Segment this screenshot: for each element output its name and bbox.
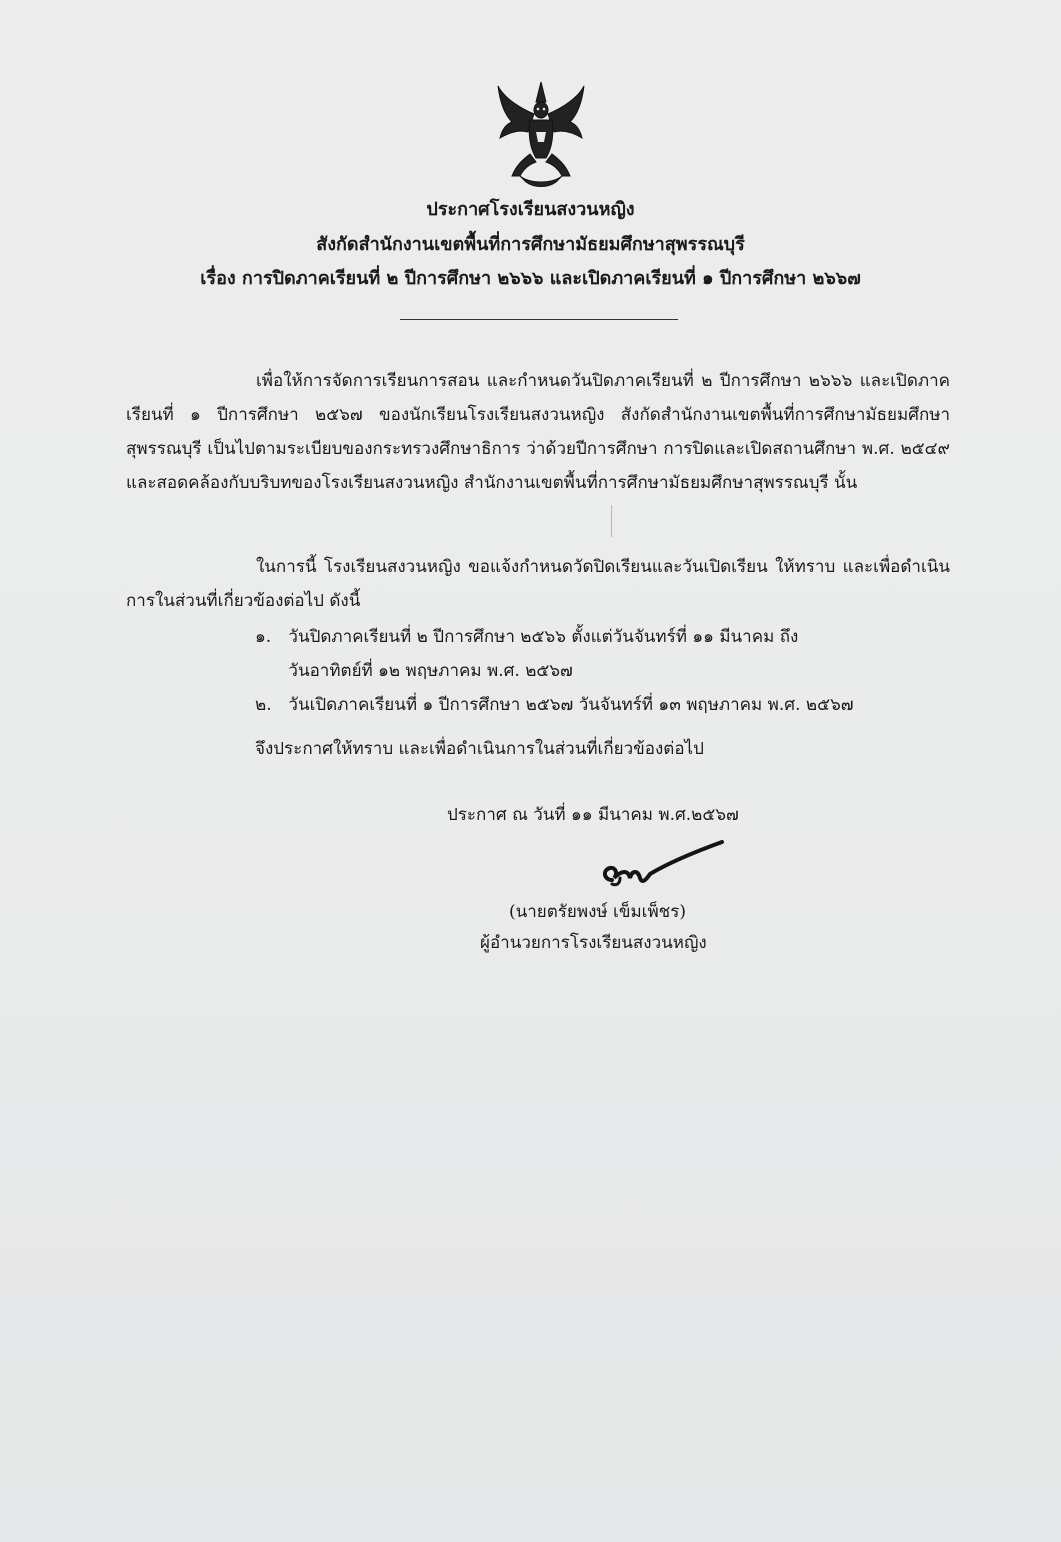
announcement-date: ประกาศ ณ วันที่ ๑๑ มีนาคม พ.ศ.๒๕๖๗ — [447, 805, 739, 825]
list-item-text-continued: วันอาทิตย์ที่ ๑๒ พฤษภาคม พ.ศ. ๒๕๖๗ — [288, 661, 573, 681]
list-item-number: ๑. — [255, 627, 272, 647]
body-paragraph-2: ในการนี้ โรงเรียนสงวนหญิง ขอแจ้งกำหนดวัดปิดเรียนและวันเปิดเรียน ให้ทราบ และเพื่อดำเนินการในส่วนที่เกี่ยวข้องต่อไป ดังนี้ — [126, 557, 950, 611]
list-item-text: วันเปิดภาคเรียนที่ ๑ ปีการศึกษา ๒๕๖๗ วันจันทร์ที่ ๑๓ พฤษภาคม พ.ศ. ๒๕๖๗ — [288, 695, 854, 715]
paper-crease-mark — [611, 505, 612, 537]
affiliation-line: สังกัดสำนักงานเขตพื้นที่การศึกษามัธยมศึกษาสุพรรณบุรี — [316, 234, 745, 255]
list-item-text: วันปิดภาคเรียนที่ ๒ ปีการศึกษา ๒๕๖๖ ตั้งแต่วันจันทร์ที่ ๑๑ มีนาคม ถึง — [288, 627, 799, 647]
subject-line: เรื่อง การปิดภาคเรียนที่ ๒ ปีการศึกษา ๒๖๖๖ และเปิดภาคเรียนที่ ๑ ปีการศึกษา ๒๖๖๗ — [200, 268, 861, 289]
list-item — [255, 620, 955, 688]
signer-name: (นายตรัยพงษ์ เข็มเพ็ชร) — [509, 902, 686, 922]
signer-position: ผู้อำนวยการโรงเรียนสงวนหญิง — [480, 933, 707, 953]
body-paragraph-1: เพื่อให้การจัดการเรียนการสอน และกำหนดวันปิดภาคเรียนที่ ๒ ปีการศึกษา ๒๖๖๖ และเปิดภาคเรียนที่ ๑ ปีการศึกษา ๒๕๖๗ ของนักเรียนโรงเรียนสงวนหญิง สังกัดสำนักงานเขตพื้นที่การศึกษามัธยมศึกษาสุพรรณบุรี เป็นไปตามระเบียบของกระทรวงศึกษาธิการ ว่าด้วยปีการศึกษา การปิดและเปิดสถานศึกษา พ.ศ. ๒๕๔๙ และสอดคล้องกับบริบทของโรงเรียนสงวนหญิง สำนักงานเขตพื้นที่การศึกษามัธยมศึกษาสุพรรณบุรี นั้น — [126, 371, 950, 493]
closing-statement: จึงประกาศให้ทราบ และเพื่อดำเนินการในส่วนที่เกี่ยวข้องต่อไป — [255, 739, 704, 759]
garuda-emblem-icon — [490, 80, 592, 190]
header-divider — [400, 319, 678, 320]
list-item — [255, 688, 955, 722]
list-item-number: ๒. — [255, 695, 272, 715]
announcement-title: ประกาศโรงเรียนสงวนหญิง — [426, 199, 635, 220]
handwritten-signature-icon — [590, 840, 740, 898]
